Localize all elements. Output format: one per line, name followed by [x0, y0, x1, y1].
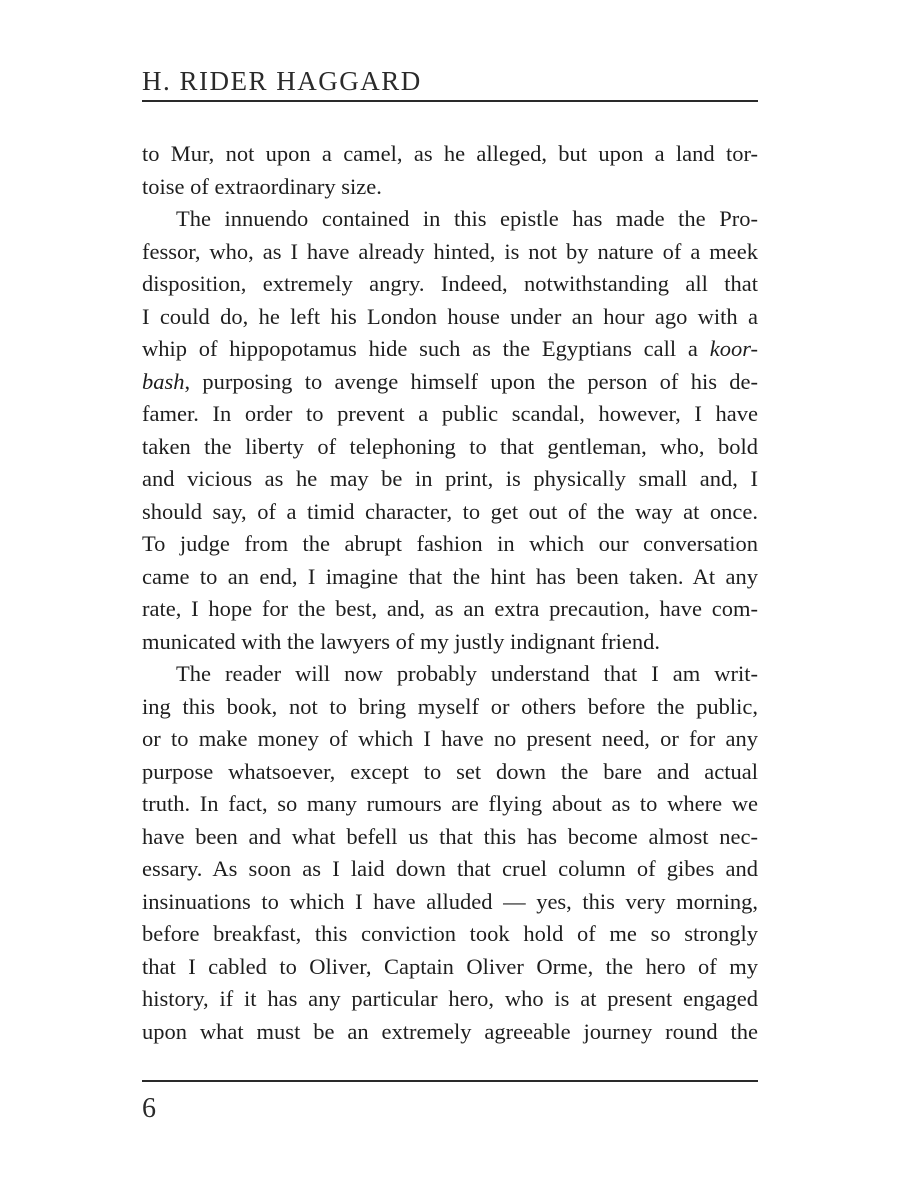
text-line: famer. In order to prevent a public scandal, however, I have — [142, 401, 758, 426]
text-line: The innuendo contained in this epistle has made the Pro- — [176, 206, 758, 231]
paragraph — [142, 138, 758, 203]
text-line: and vicious as he may be in print, is physically small and, I — [142, 466, 758, 491]
body-text — [142, 138, 758, 1048]
text-line: before breakfast, this conviction took hold of me so strongly — [142, 921, 758, 946]
paragraph — [142, 203, 758, 658]
text-line: whip of hippopotamus hide such as the Egyptians call a koor- — [142, 336, 758, 361]
text-line: have been and what befell us that this has become almost nec- — [142, 823, 758, 849]
text-line: toise of extraordinary size. — [142, 173, 382, 199]
text-line: that I cabled to Oliver, Captain Oliver Orme, the hero of my — [142, 953, 758, 979]
page-number: 6 — [142, 1093, 156, 1124]
text-line: purpose whatsoever, except to set down the bare and actual — [142, 758, 758, 784]
text-line: ing this book, not to bring myself or others before the public, — [142, 693, 758, 719]
text-line: history, if it has any particular hero, who is at present engaged — [142, 986, 758, 1011]
text-line: disposition, extremely angry. Indeed, notwithstanding all that — [142, 271, 758, 296]
text-line: should say, of a timid character, to get out of the way at once. — [142, 498, 758, 524]
text-line: To judge from the abrupt fashion in which our conversation — [142, 531, 758, 556]
text-line: came to an end, I imagine that the hint has been taken. At any — [142, 563, 758, 589]
text-line: essary. As soon as I laid down that cruel column of gibes and — [142, 856, 758, 881]
paragraph — [142, 658, 758, 1048]
text-line: rate, I hope for the best, and, as an extra precaution, have com- — [142, 596, 758, 621]
text-line: truth. In fact, so many rumours are flying about as to where we — [142, 791, 758, 816]
text-line: insinuations to which I have alluded — yes, this very morning, — [142, 888, 758, 914]
text-line: fessor, who, as I have already hinted, is not by nature of a meek — [142, 238, 758, 264]
text-line: upon what must be an extremely agreeable journey round the — [142, 1018, 758, 1044]
header-rule — [142, 100, 758, 102]
text-line: taken the liberty of telephoning to that gentleman, who, bold — [142, 433, 758, 459]
text-line: municated with the lawyers of my justly indignant friend. — [142, 628, 661, 654]
text-line: I could do, he left his London house under an hour ago with a — [142, 303, 758, 329]
text-line: or to make money of which I have no present need, or for any — [142, 726, 758, 751]
text-line: bash, purposing to avenge himself upon the person of his de- — [142, 368, 758, 394]
footer-rule — [142, 1080, 758, 1082]
text-line: The reader will now probably understand that I am writ- — [176, 661, 758, 686]
running-header: H. RIDER HAGGARD — [142, 66, 422, 96]
text-line: to Mur, not upon a camel, as he alleged, but upon a land tor- — [142, 141, 758, 166]
